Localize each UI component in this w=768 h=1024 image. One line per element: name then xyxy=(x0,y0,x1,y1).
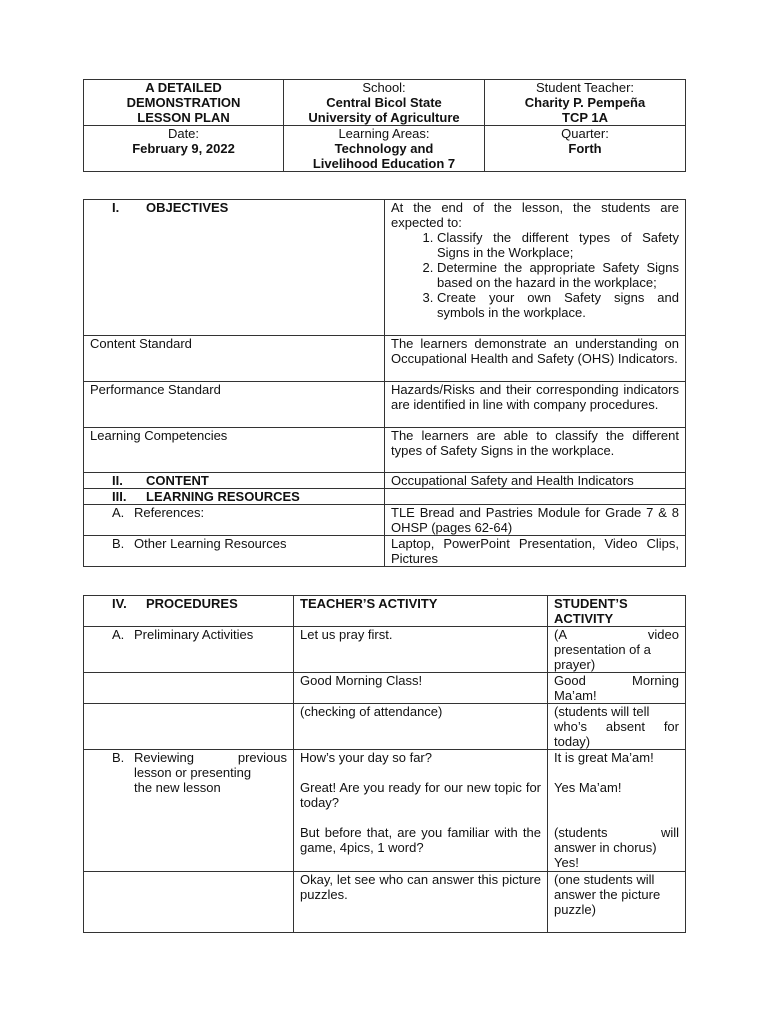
learning-areas-line2: Livelihood Education 7 xyxy=(312,156,456,171)
date-value: February 9, 2022 xyxy=(132,141,235,156)
performance-standard-value: Hazards/Risks and their corresponding indicators are identified in line with company procedures. xyxy=(385,382,686,428)
school-label: School: xyxy=(362,80,406,95)
puzzle-student-activity-cell xyxy=(548,872,686,933)
student-teacher-name: Charity P. Pempeña xyxy=(524,95,646,110)
document-title-line2: DEMONSTRATION xyxy=(126,95,241,110)
attendance-teacher-activity: (checking of attendance) xyxy=(294,704,548,750)
content-standard-value: The learners demonstrate an understanding on Occupational Health and Safety (OHS) Indicators. xyxy=(385,336,686,382)
reviewing-letter: B. xyxy=(112,750,125,765)
school-name-line2: University of Agriculture xyxy=(308,110,460,125)
preliminary-activities-cell xyxy=(84,627,294,673)
objective-item: 3. Create your own Safety signs and symbols in the workplace. xyxy=(437,290,679,320)
reviewing-label-line3: the new lesson xyxy=(134,780,221,795)
procedures-table xyxy=(83,595,686,933)
learning-resources-heading-cell xyxy=(84,489,385,505)
content-heading: CONTENT xyxy=(146,473,209,488)
student-teacher-cell xyxy=(485,80,686,126)
learning-areas-cell xyxy=(284,126,485,172)
learning-resources-heading: LEARNING RESOURCES xyxy=(146,489,300,504)
references-label: References: xyxy=(134,505,205,520)
reviewing-student-line3a: (students will xyxy=(554,825,679,840)
objectives-list xyxy=(391,230,679,320)
student-teacher-section: TCP 1A xyxy=(562,110,608,125)
procedures-heading-cell xyxy=(84,596,294,627)
objectives-body-cell xyxy=(385,200,686,336)
reviewing-student-line3b: answer in chorus) xyxy=(554,840,657,855)
reviewing-label-line2: lesson or presenting xyxy=(134,765,252,780)
attendance-student-line1: (students will tell xyxy=(554,704,650,719)
learning-resources-empty-cell xyxy=(385,489,686,505)
procedures-numeral: IV. xyxy=(112,596,127,611)
puzzle-teacher-activity: Okay, let see who can answer this picture puzzles. xyxy=(294,872,548,933)
document-title-line3: LESSON PLAN xyxy=(137,110,230,125)
attendance-empty-cell xyxy=(84,704,294,750)
references-label-cell xyxy=(84,505,385,536)
puzzle-student-line1: (one students will xyxy=(554,872,655,887)
school-name-line1: Central Bicol State xyxy=(326,95,442,110)
content-heading-cell xyxy=(84,473,385,489)
date-cell xyxy=(84,126,284,172)
greeting-student-line2: Ma’am! xyxy=(554,688,597,703)
learning-areas-label: Learning Areas: xyxy=(338,126,430,141)
preliminary-label: Preliminary Activities xyxy=(134,627,254,642)
reviewing-teacher-line3: But before that, are you familiar with the game, 4pics, 1 word? xyxy=(300,825,541,855)
prayer-student-activity-cell xyxy=(548,627,686,673)
other-resources-value: Laptop, PowerPoint Presentation, Video Clips, Pictures xyxy=(385,536,686,567)
preliminary-letter: A. xyxy=(112,627,125,642)
attendance-student-activity-cell xyxy=(548,704,686,750)
performance-standard-label: Performance Standard xyxy=(84,382,385,428)
learning-competencies-value: The learners are able to classify the different types of Safety Signs in the workplace. xyxy=(385,428,686,473)
reviewing-student-line2: Yes Ma’am! xyxy=(554,780,622,795)
reviewing-label-line1: Reviewing previous xyxy=(134,750,287,765)
quarter-cell xyxy=(485,126,686,172)
quarter-value: Forth xyxy=(568,141,602,156)
other-resources-letter: B. xyxy=(112,536,125,551)
teacher-activity-heading: TEACHER’S ACTIVITY xyxy=(294,596,548,627)
greeting-student-line1: Good Morning xyxy=(554,673,679,688)
objectives-heading-cell xyxy=(84,200,385,336)
student-teacher-label: Student Teacher: xyxy=(535,80,635,95)
quarter-label: Quarter: xyxy=(561,126,609,141)
student-activity-heading-cell xyxy=(548,596,686,627)
school-cell xyxy=(284,80,485,126)
other-resources-label-cell xyxy=(84,536,385,567)
content-standard-label: Content Standard xyxy=(84,336,385,382)
prayer-teacher-activity: Let us pray first. xyxy=(294,627,548,673)
greeting-student-activity-cell xyxy=(548,673,686,704)
procedures-heading: PROCEDURES xyxy=(146,596,238,611)
reviewing-student-activity-cell xyxy=(548,750,686,872)
prayer-student-line2: presentation of a xyxy=(554,642,651,657)
student-activity-heading-line1: STUDENT’S xyxy=(554,596,628,611)
attendance-student-line3: today) xyxy=(554,734,591,749)
reviewing-lesson-cell xyxy=(84,750,294,872)
learning-areas-line1: Technology and xyxy=(334,141,434,156)
prayer-student-line1: (A video xyxy=(554,627,679,642)
other-resources-label: Other Learning Resources xyxy=(134,536,287,551)
reviewing-teacher-line1: How’s your day so far? xyxy=(300,750,432,765)
objective-item: 2. Determine the appropriate Safety Signs based on the hazard in the workplace; xyxy=(437,260,679,290)
date-label: Date: xyxy=(167,126,200,141)
attendance-student-line2: who’s absent for xyxy=(554,719,679,734)
objectives-table xyxy=(83,199,686,567)
learning-resources-numeral: III. xyxy=(112,489,127,504)
student-activity-heading-line2: ACTIVITY xyxy=(554,611,614,626)
document-title-line1: A DETAILED xyxy=(145,80,222,95)
content-numeral: II. xyxy=(112,473,123,488)
references-value: TLE Bread and Pastries Module for Grade 7 & 8 OHSP (pages 62-64) xyxy=(385,505,686,536)
learning-competencies-label: Learning Competencies xyxy=(84,428,385,473)
reviewing-student-line3c: Yes! xyxy=(554,855,579,870)
puzzle-empty-cell xyxy=(84,872,294,933)
objective-item: 1. Classify the different types of Safety Signs in the Workplace; xyxy=(437,230,679,260)
reviewing-teacher-activity-cell xyxy=(294,750,548,872)
objectives-heading: OBJECTIVES xyxy=(146,200,229,215)
content-value: Occupational Safety and Health Indicators xyxy=(385,473,686,489)
header-table xyxy=(83,79,686,172)
objectives-intro: At the end of the lesson, the students are expected to: xyxy=(391,200,679,230)
document-title-cell xyxy=(84,80,284,126)
puzzle-student-line3: puzzle) xyxy=(554,902,596,917)
references-letter: A. xyxy=(112,505,125,520)
greeting-teacher-activity: Good Morning Class! xyxy=(294,673,548,704)
greeting-empty-cell xyxy=(84,673,294,704)
reviewing-teacher-line2: Great! Are you ready for our new topic for today? xyxy=(300,780,541,810)
prayer-student-line3: prayer) xyxy=(554,657,596,672)
reviewing-student-line1: It is great Ma’am! xyxy=(554,750,654,765)
puzzle-student-line2: answer the picture xyxy=(554,887,661,902)
objectives-numeral: I. xyxy=(112,200,120,215)
